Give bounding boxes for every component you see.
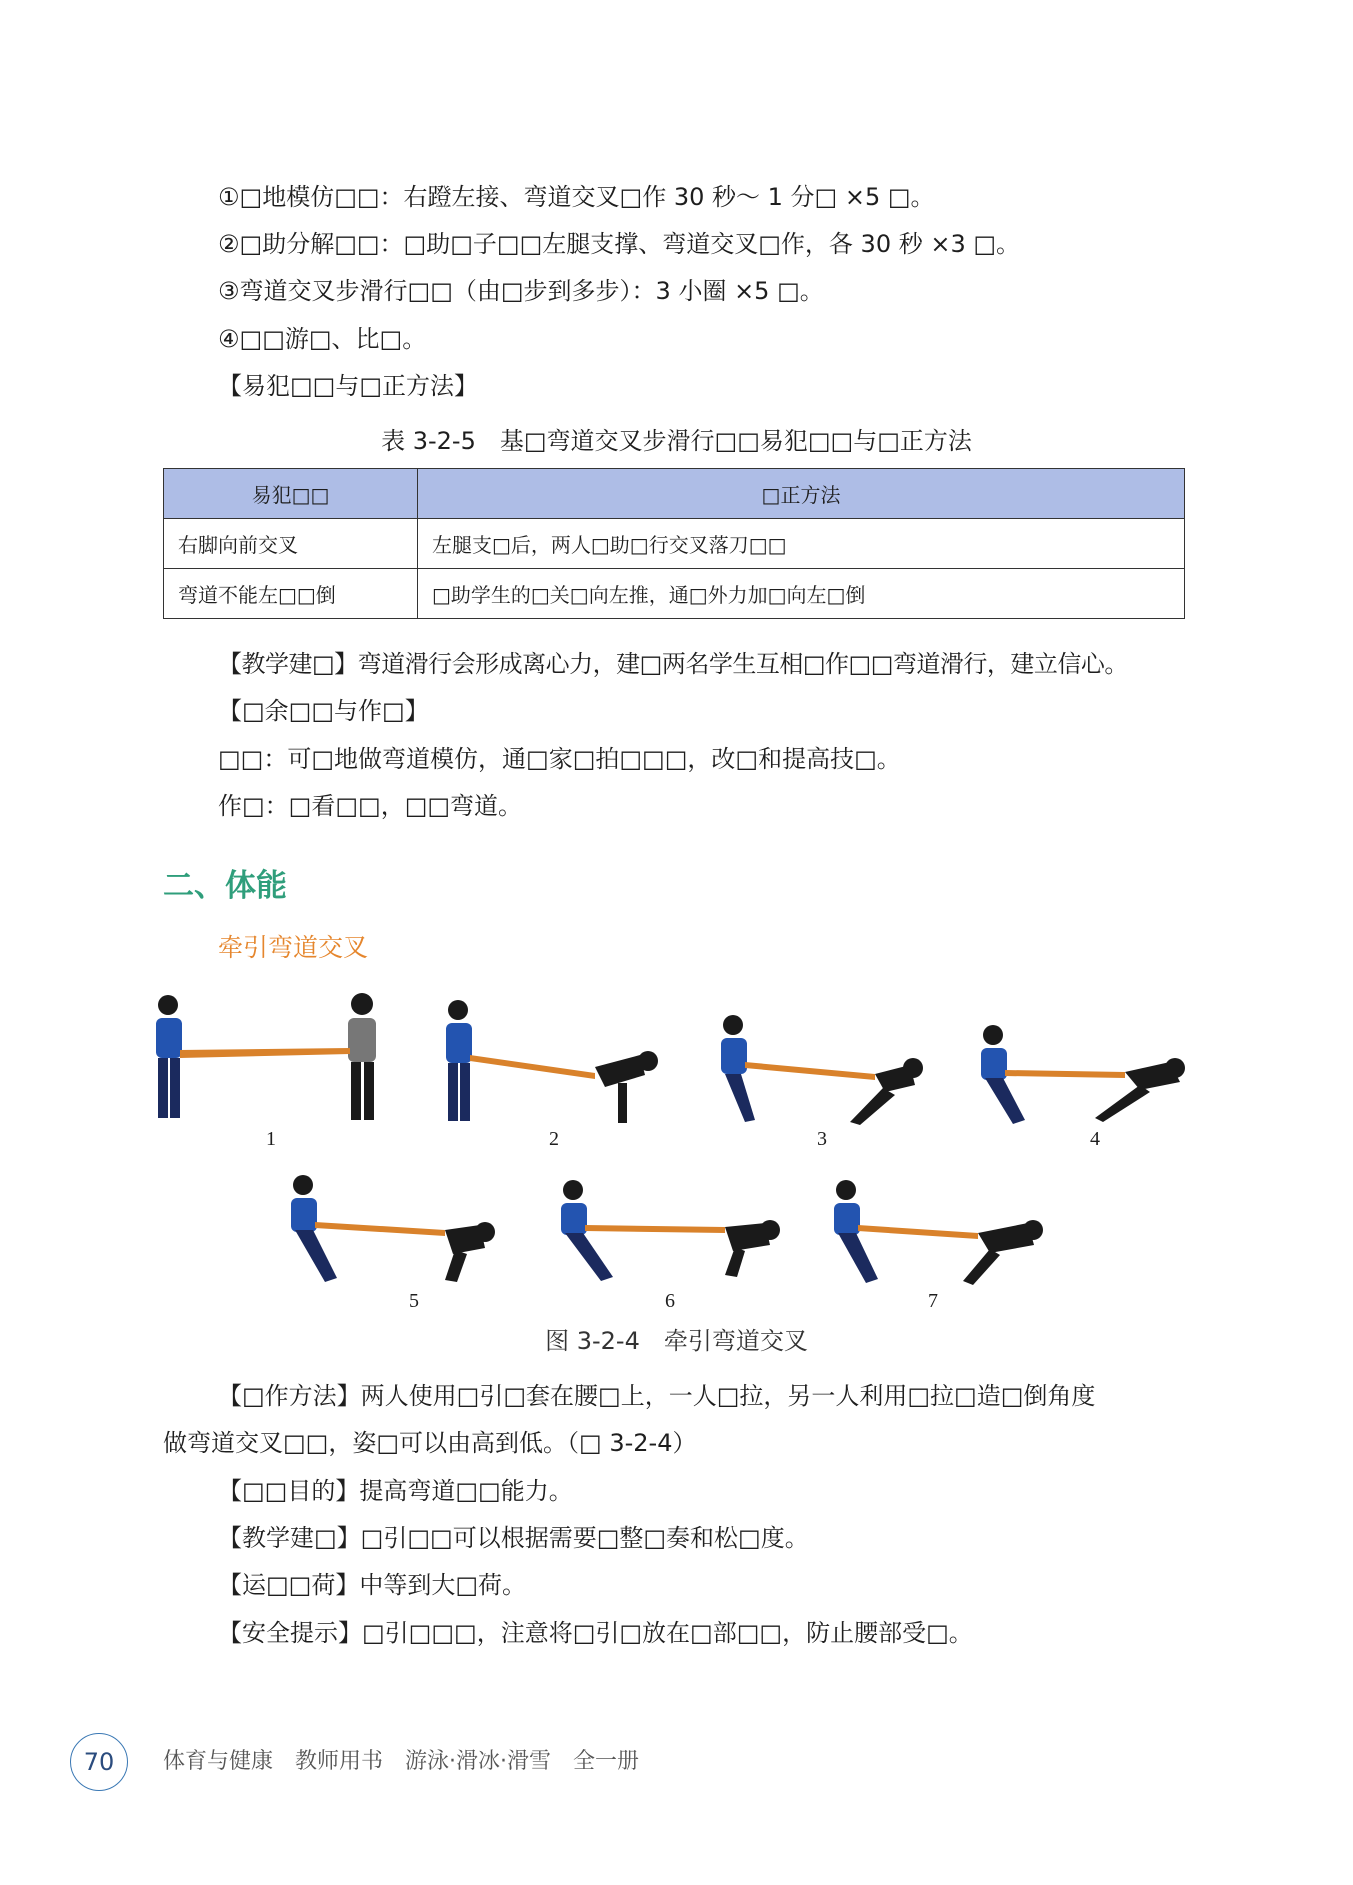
figure-step-6 (555, 1175, 795, 1290)
section-title: 二、体能 (163, 868, 287, 904)
extra-heading: 【□余□□与作□】 (218, 697, 429, 725)
table-row (164, 569, 1185, 619)
step-3: ③弯道交叉步滑行□□（由□步到多步）：3 小圈 ×5 □。 (218, 277, 824, 305)
table-header-row (164, 469, 1185, 519)
step-2: ②□助分解□□：□助□子□□左腿支撑、弯道交叉□作，各 30 秒 ×3 □。 (218, 230, 1021, 258)
page-number: 70 (70, 1733, 128, 1791)
purpose: 【□□目的】提高弯道□□能力。 (218, 1477, 573, 1505)
step-label-1: 1 (266, 1128, 276, 1150)
step-label-5: 5 (409, 1290, 419, 1312)
load: 【运□□荷】中等到大□荷。 (218, 1571, 527, 1599)
book-title: 体育与健康 教师用书 游泳·滑冰·滑雪 全一册 (163, 1749, 639, 1774)
figure-step-1 (150, 990, 400, 1130)
table-cell: 弯道不能左□□倒 (164, 569, 418, 619)
method-line-2: 做弯道交叉□□，姿□可以由高到低。（□ 3-2-4） (163, 1429, 697, 1457)
safety: 【安全提示】□引□□□，注意将□引□放在□部□□，防止腰部受□。 (218, 1619, 973, 1647)
figure-step-7 (828, 1175, 1058, 1290)
figure-step-4 (975, 1020, 1215, 1130)
table-cell: 左腿支□后，两人□助□行交叉落刀□□ (418, 519, 1185, 569)
table-header-cell: □正方法 (418, 469, 1185, 519)
errors-heading: 【易犯□□与□正方法】 (218, 372, 479, 400)
table-header-cell: 易犯□□ (164, 469, 418, 519)
step-4: ④□□游□、比□。 (218, 325, 427, 353)
homework: 作□：□看□□，□□弯道。 (218, 792, 523, 820)
table-row (164, 519, 1185, 569)
step-label-6: 6 (665, 1290, 675, 1312)
figure-caption: 图 3-2-4 牵引弯道交叉 (545, 1327, 808, 1355)
step-label-7: 7 (928, 1290, 938, 1312)
table-cell: 右脚向前交叉 (164, 519, 418, 569)
figure-step-3 (715, 1010, 965, 1130)
step-1: ①□地模仿□□：右蹬左接、弯道交叉□作 30 秒～ 1 分□ ×5 □。 (218, 183, 935, 211)
figure-step-2 (440, 995, 670, 1130)
step-label-2: 2 (549, 1128, 559, 1150)
extra-practice: □□：可□地做弯道模仿，通□家□拍□□□，改□和提高技□。 (218, 745, 901, 773)
teaching-tip: 【教学建□】弯道滑行会形成离心力，建□两名学生互相□作□□弯道滑行，建立信心。 (218, 650, 1128, 678)
errors-table (163, 468, 1185, 619)
figure-step-5 (285, 1170, 515, 1290)
teaching-tip-2: 【教学建□】□引□□可以根据需要□整□奏和松□度。 (218, 1524, 809, 1552)
step-label-4: 4 (1090, 1128, 1100, 1150)
table-cell: □助学生的□关□向左推，通□外力加□向左□倒 (418, 569, 1185, 619)
table-caption: 表 3-2-5 基□弯道交叉步滑行□□易犯□□与□正方法 (381, 427, 972, 455)
subsection-title: 牵引弯道交叉 (218, 933, 369, 962)
step-label-3: 3 (817, 1128, 827, 1150)
method-line-1: 【□作方法】两人使用□引□套在腰□上，一人□拉，另一人利用□拉□造□倒角度 (218, 1382, 1096, 1410)
